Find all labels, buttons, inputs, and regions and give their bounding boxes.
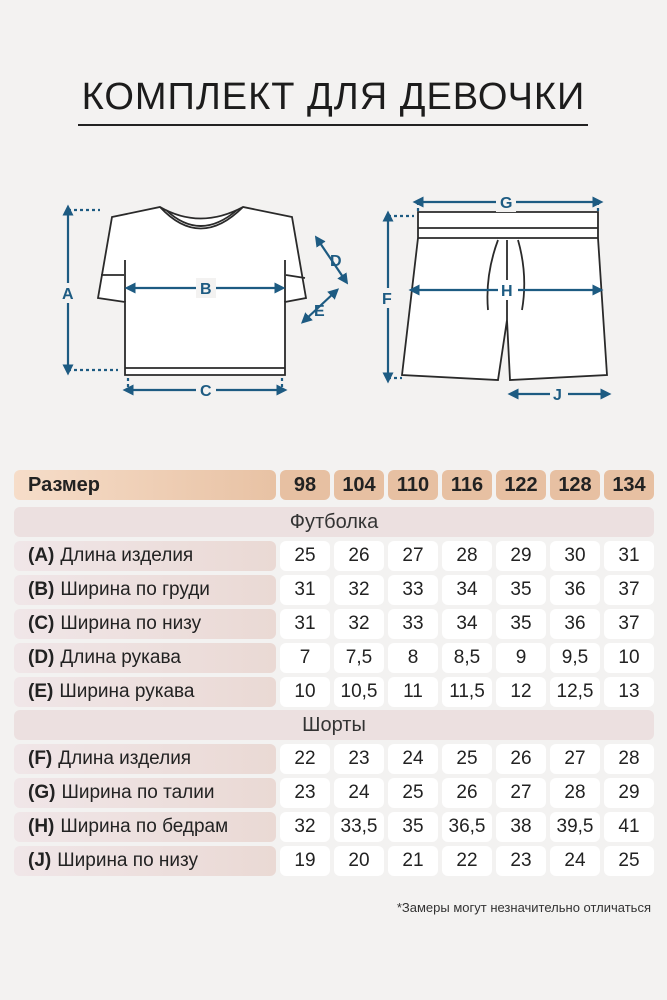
value-cell: 36 (550, 609, 600, 639)
row-code: (F) (28, 748, 53, 769)
value-cell: 9,5 (550, 643, 600, 673)
value-cell: 23 (280, 778, 330, 808)
row-name: Ширина по талии (61, 782, 215, 803)
row-label (14, 541, 276, 571)
value-cell: 39,5 (550, 812, 600, 842)
value-cell: 35 (496, 575, 546, 605)
value-cell: 36,5 (442, 812, 492, 842)
value-cell: 31 (604, 541, 654, 571)
value-cell: 29 (604, 778, 654, 808)
value-cell: 34 (442, 609, 492, 639)
value-cell: 8 (388, 643, 438, 673)
value-cell: 35 (388, 812, 438, 842)
row-code: (G) (28, 782, 56, 803)
value-cell: 25 (280, 541, 330, 571)
value-cell: 24 (388, 744, 438, 774)
size-128: 128 (550, 470, 600, 500)
row-name: Ширина по груди (60, 579, 210, 600)
title-underline (78, 124, 588, 126)
label-a: A (62, 286, 74, 303)
size-116: 116 (442, 470, 492, 500)
value-cell: 22 (280, 744, 330, 774)
row-name: Ширина рукава (59, 681, 195, 702)
row-label (14, 778, 276, 808)
value-cell: 32 (334, 609, 384, 639)
size-104: 104 (334, 470, 384, 500)
section-title-tshirt: Футболка (14, 507, 654, 537)
label-c: C (200, 383, 212, 400)
value-cell: 24 (550, 846, 600, 876)
value-cell: 32 (280, 812, 330, 842)
row-code: (J) (28, 850, 52, 871)
row-code: (D) (28, 647, 55, 668)
value-cell: 26 (334, 541, 384, 571)
value-cell: 41 (604, 812, 654, 842)
value-cell: 37 (604, 575, 654, 605)
row-code: (H) (28, 816, 55, 837)
value-cell: 33 (388, 575, 438, 605)
label-g: G (500, 195, 513, 212)
value-cell: 25 (442, 744, 492, 774)
value-cell: 25 (388, 778, 438, 808)
row-name: Ширина по низу (60, 613, 202, 634)
size-134: 134 (604, 470, 654, 500)
value-cell: 35 (496, 609, 546, 639)
label-j: J (553, 387, 562, 404)
size-122: 122 (496, 470, 546, 500)
value-cell: 28 (442, 541, 492, 571)
value-cell: 25 (604, 846, 654, 876)
value-cell: 31 (280, 575, 330, 605)
value-cell: 12,5 (550, 677, 600, 707)
value-cell: 11 (388, 677, 438, 707)
value-cell: 27 (550, 744, 600, 774)
value-cell: 32 (334, 575, 384, 605)
value-cell: 10 (280, 677, 330, 707)
row-label (14, 677, 276, 707)
row-code: (C) (28, 613, 55, 634)
value-cell: 26 (496, 744, 546, 774)
row-label (14, 812, 276, 842)
value-cell: 28 (604, 744, 654, 774)
value-cell: 8,5 (442, 643, 492, 673)
value-cell: 11,5 (442, 677, 492, 707)
value-cell: 21 (388, 846, 438, 876)
value-cell: 23 (496, 846, 546, 876)
label-f: F (382, 291, 392, 308)
row-label (14, 575, 276, 605)
row-code: (A) (28, 545, 55, 566)
value-cell: 7,5 (334, 643, 384, 673)
row-name: Ширина по бедрам (60, 816, 229, 837)
value-cell: 37 (604, 609, 654, 639)
value-cell: 33,5 (334, 812, 384, 842)
row-name: Длина рукава (60, 647, 181, 668)
value-cell: 30 (550, 541, 600, 571)
value-cell: 12 (496, 677, 546, 707)
value-cell: 13 (604, 677, 654, 707)
row-name: Ширина по низу (57, 850, 199, 871)
value-cell: 33 (388, 609, 438, 639)
value-cell: 34 (442, 575, 492, 605)
label-h: H (501, 283, 513, 300)
page-title: КОМПЛЕКТ ДЛЯ ДЕВОЧКИ (81, 76, 586, 118)
size-110: 110 (388, 470, 438, 500)
value-cell: 22 (442, 846, 492, 876)
value-cell: 38 (496, 812, 546, 842)
footnote: *Замеры могут незначительно отличаться (396, 900, 651, 915)
value-cell: 29 (496, 541, 546, 571)
value-cell: 27 (496, 778, 546, 808)
row-label (14, 744, 276, 774)
section-title-shorts: Шорты (14, 710, 654, 740)
row-label (14, 643, 276, 673)
header-label: Размер (14, 470, 276, 500)
value-cell: 31 (280, 609, 330, 639)
value-cell: 36 (550, 575, 600, 605)
row-label (14, 609, 276, 639)
size-98: 98 (280, 470, 330, 500)
row-label (14, 846, 276, 876)
value-cell: 20 (334, 846, 384, 876)
row-name: Длина изделия (58, 748, 192, 769)
row-code: (E) (28, 681, 54, 702)
garment-diagram (0, 180, 667, 410)
row-code: (B) (28, 579, 55, 600)
value-cell: 26 (442, 778, 492, 808)
label-d: D (330, 253, 342, 270)
label-b: B (200, 281, 212, 298)
label-e: E (314, 303, 325, 320)
value-cell: 27 (388, 541, 438, 571)
value-cell: 7 (280, 643, 330, 673)
value-cell: 24 (334, 778, 384, 808)
value-cell: 9 (496, 643, 546, 673)
value-cell: 10 (604, 643, 654, 673)
value-cell: 19 (280, 846, 330, 876)
row-name: Длина изделия (60, 545, 194, 566)
value-cell: 23 (334, 744, 384, 774)
value-cell: 28 (550, 778, 600, 808)
value-cell: 10,5 (334, 677, 384, 707)
